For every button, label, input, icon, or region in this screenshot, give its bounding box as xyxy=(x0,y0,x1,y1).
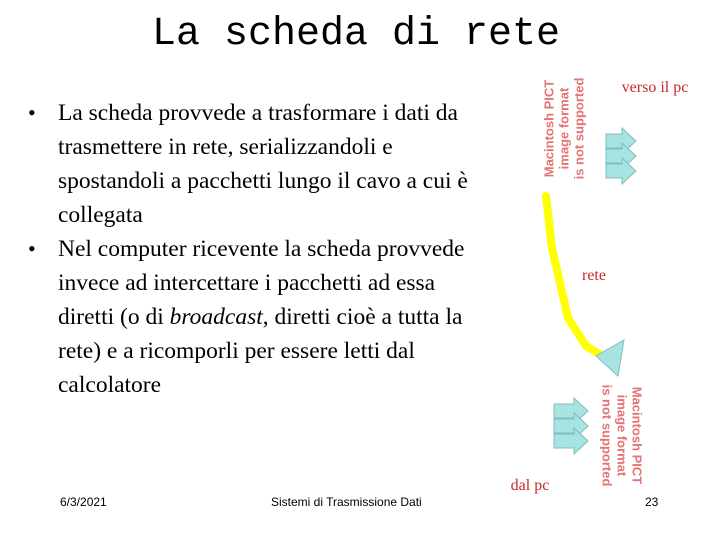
pict-line: Macintosh PICT xyxy=(629,386,645,485)
arrows-to-pc-icon xyxy=(606,128,636,184)
pict-placeholder-bottom xyxy=(600,346,645,526)
footer-date: 6/3/2021 xyxy=(60,495,107,509)
bullet-emphasis: broadcast xyxy=(169,304,263,330)
page-number: 23 xyxy=(645,495,659,509)
pict-placeholder-top xyxy=(542,39,587,219)
arrows-from-pc-icon xyxy=(554,398,588,454)
label-rete: rete xyxy=(582,267,606,284)
pict-line: is not supported xyxy=(571,77,587,180)
label-verso-il-pc: verso il pc xyxy=(621,79,689,96)
pict-line: Macintosh PICT xyxy=(541,79,557,178)
footer-course: Sistemi di Trasmissione Dati xyxy=(271,495,422,509)
bullet-text: La scheda provvede a trasformare i dati da trasmettere in rete, serializzandoli e spostandoli a pacchetti lungo il cavo a cui è collegata xyxy=(58,100,468,228)
pict-line: image format xyxy=(614,394,630,477)
slide-title: La scheda di rete xyxy=(151,12,561,57)
label-dal-pc: dal pc xyxy=(510,477,550,494)
pict-line: image format xyxy=(556,87,572,170)
pict-line: is not supported xyxy=(599,384,615,487)
bullet-text-before: Nel computer ricevente la scheda provvede invece ad intercettare i pacchetti ad essa diretti (o di xyxy=(58,236,465,330)
bullet-text-after: , diretti cioè a tutta la rete) e a ricomporli per essere letti dal calcolatore xyxy=(58,304,463,398)
